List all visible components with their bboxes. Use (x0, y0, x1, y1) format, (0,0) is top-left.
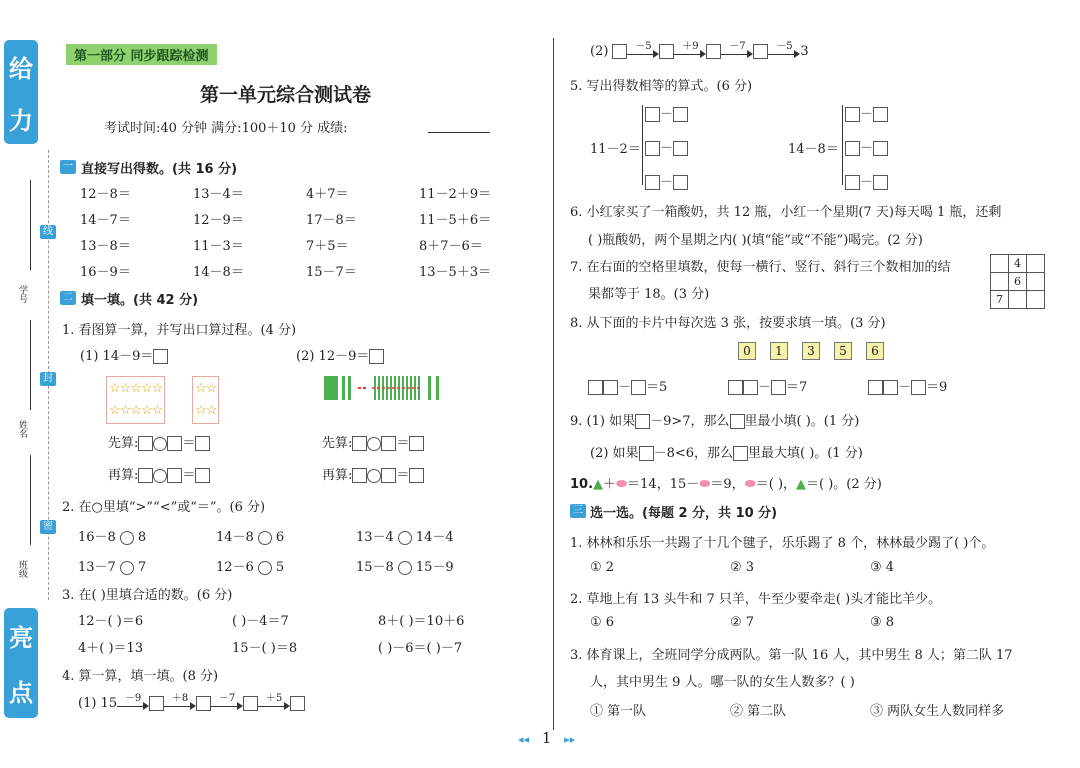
q10-text: ＋ (603, 477, 617, 492)
section-banner: 第一部分 同步跟踪检测 (66, 44, 217, 65)
question-title: 2. 草地上有 13 头牛和 7 只羊，牛至少要牵走( )头才能比羊少。 (570, 592, 942, 607)
q8-equation (588, 376, 667, 395)
calc-item: 14－7＝ (80, 213, 131, 228)
calc-item: 13－5＋3＝ (419, 265, 492, 280)
answer-box[interactable] (728, 380, 743, 395)
magic-cell[interactable]: 7 (990, 290, 1009, 309)
answer-box[interactable] (845, 141, 860, 156)
calc-item: 16－9＝ (80, 265, 131, 280)
option[interactable]: ① 6 (590, 615, 615, 630)
ellipse-icon: ⬬ (744, 477, 756, 492)
calc-first-label: 先算: (108, 436, 139, 451)
answer-box[interactable] (588, 380, 603, 395)
side-write-line (30, 455, 31, 545)
page-title: 第一单元综合测试卷 (200, 84, 372, 106)
side-tab-bottom (4, 608, 38, 718)
compare-circle[interactable] (398, 561, 412, 575)
fill-item: 15－( )＝8 (232, 641, 298, 656)
stick-icon (348, 376, 351, 400)
option[interactable]: ③ 4 (870, 560, 895, 575)
calc-item: 17－8＝ (306, 213, 357, 228)
compare-left: 13－7 (78, 560, 116, 575)
answer-box[interactable] (753, 44, 768, 59)
arrow-op: －7 (218, 692, 236, 704)
fill-item: 4＋( )＝13 (78, 641, 144, 656)
answer-box[interactable] (645, 175, 660, 190)
calc-then-label: 再算: (108, 468, 139, 483)
q9-line1 (570, 410, 859, 429)
minus-sign: － (860, 175, 874, 190)
operator-circle[interactable] (153, 437, 167, 451)
answer-box[interactable] (138, 436, 153, 451)
compare-circle[interactable] (398, 531, 412, 545)
compare-right: 7 (137, 560, 147, 575)
answer-box[interactable] (673, 107, 688, 122)
question-title: 8. 从下面的卡片中每次选 3 张，按要求填一填。(3 分) (570, 316, 886, 331)
arrow-op: －5 (635, 40, 652, 52)
compare-left: 16－8 (78, 530, 116, 545)
chain-part1 (78, 692, 305, 711)
arrow-icon (768, 40, 800, 59)
calc-item: 12－9＝ (193, 213, 244, 228)
sticks-icon (322, 373, 462, 403)
side-mark: 封 (40, 372, 56, 386)
q9-line2 (590, 442, 863, 461)
fill-item: 8＋( )＝10＋6 (378, 614, 465, 629)
answer-box[interactable] (883, 380, 898, 395)
star-group-a (106, 376, 165, 424)
magic-cell[interactable] (990, 272, 1009, 291)
arrow-op: ＋5 (265, 692, 283, 704)
q8-target: ＝7 (786, 380, 808, 395)
q1-part2-label: (2) 12－9＝ (296, 349, 370, 364)
arrow-icon (627, 40, 659, 59)
magic-cell[interactable] (1026, 272, 1045, 291)
arrow-icon (258, 692, 290, 711)
q6-line2: ( )瓶酸奶，两个星期之内( )(填“能”或“不能”)喝完。(2 分) (588, 233, 923, 248)
answer-box[interactable] (706, 44, 721, 59)
compare-right: 6 (275, 530, 285, 545)
q8-equation (868, 376, 947, 395)
arrow-icon (117, 692, 149, 711)
q3-line2: 人，其中男生 9 人。哪一队的女生人数多？( ) (590, 675, 855, 690)
q9-text: －9>7，那么 (650, 414, 730, 429)
compare-right: 5 (275, 560, 285, 575)
side-mark: 密 (40, 520, 56, 534)
q3-line1: 3. 体育课上，全班同学分成两队。第一队 16 人，其中男生 8 人；第二队 17 (570, 648, 1013, 663)
exam-meta: 考试时间:40 分钟 满分:100＋10 分 成绩: (104, 121, 348, 136)
answer-box[interactable] (743, 380, 758, 395)
option[interactable]: ② 7 (730, 615, 755, 630)
page-number: 1 (541, 729, 552, 747)
calc-item: 12－8＝ (80, 187, 131, 202)
arrow-icon (211, 692, 243, 711)
answer-box[interactable] (873, 107, 888, 122)
arrow-op: ＋9 (682, 40, 699, 52)
prev-page-icon[interactable]: ◂◂ (518, 733, 530, 746)
calc-item: 13－4＝ (193, 187, 244, 202)
calc-item: 13－8＝ (80, 239, 131, 254)
answer-box[interactable] (612, 44, 627, 59)
compare-circle[interactable] (258, 531, 272, 545)
calc-then-b: 再算: ＝ (322, 464, 424, 483)
side-tab-char: 给 (9, 54, 33, 83)
arrow-icon (674, 40, 706, 59)
q10-text: ＝( )。(2 分) (806, 477, 882, 492)
magic-cell[interactable] (990, 254, 1009, 273)
option[interactable]: ② 第二队 (730, 704, 787, 719)
q9-text: 里最小填( )。(1 分) (744, 414, 860, 429)
q9-text: 里最大填( )。(1 分) (748, 446, 863, 461)
answer-box[interactable] (352, 468, 367, 483)
ellipse-icon: ⬬ (699, 477, 711, 492)
q5-right-label: 14－8＝ (788, 142, 839, 157)
q10-text: ＝( )， (755, 477, 797, 492)
star-icon: ☆☆☆☆☆ (109, 403, 163, 418)
calc-item: 11－3＝ (193, 239, 244, 254)
magic-cell[interactable]: 6 (1008, 272, 1027, 291)
answer-box[interactable] (381, 436, 396, 451)
calc-then-a: 再算: ＝ (108, 464, 210, 483)
answer-box[interactable] (659, 44, 674, 59)
chain-start: (2) (590, 44, 609, 59)
answer-box[interactable] (167, 436, 182, 451)
minus-sign: － (898, 380, 912, 395)
compare-item (216, 526, 284, 545)
chain-part2 (590, 40, 809, 59)
answer-box[interactable] (911, 380, 926, 395)
q10-number: 10. (570, 477, 594, 492)
q6-line1: 6. 小红家买了一箱酸奶，共 12 瓶，小红一个星期(7 天)每天喝 1 瓶，还剩 (570, 205, 1002, 220)
side-write-line (30, 320, 31, 410)
q7-line2: 果都等于 18。(3 分) (588, 287, 710, 302)
compare-circle[interactable] (120, 561, 134, 575)
number-card: 6 (866, 342, 884, 360)
answer-box[interactable] (771, 380, 786, 395)
q9-text: －8<6，那么 (653, 446, 733, 461)
fill-item: 12－( )＝6 (78, 614, 144, 629)
q9-text: (2) 如果 (590, 446, 639, 461)
compare-circle[interactable] (120, 531, 134, 545)
question-title: 1. 看图算一算，并写出口算过程。(4 分) (62, 323, 297, 338)
calc-first-a: 先算: ＝ (108, 432, 210, 451)
q5-row (645, 103, 688, 122)
compare-left: 12－6 (216, 560, 254, 575)
section-number: 二 (60, 291, 76, 305)
minus-sign: － (758, 380, 772, 395)
calc-item: 14－8＝ (193, 265, 244, 280)
triangle-icon: ▲ (796, 477, 807, 492)
answer-box[interactable] (635, 414, 650, 429)
answer-box[interactable] (603, 380, 618, 395)
compare-circle[interactable] (258, 561, 272, 575)
answer-box[interactable] (845, 107, 860, 122)
answer-box[interactable] (149, 696, 164, 711)
score-line (428, 132, 490, 133)
magic-square (991, 255, 1045, 309)
calc-then-label: 再算: (322, 468, 353, 483)
option[interactable]: ③ 8 (870, 615, 895, 630)
q1-part2 (296, 345, 384, 364)
minus-sign: － (660, 107, 674, 122)
calc-item: 11－2＋9＝ (419, 187, 492, 202)
triangle-icon: ▲ (593, 477, 604, 492)
calc-first-label: 先算: (322, 436, 353, 451)
arrow-op: ＋8 (171, 692, 189, 704)
calc-item: 11－5＋6＝ (419, 213, 492, 228)
ellipse-icon: ⬬ (616, 477, 628, 492)
star-icon: ☆☆ (195, 403, 217, 418)
answer-box[interactable] (645, 107, 660, 122)
answer-box[interactable] (409, 468, 424, 483)
q8-target: ＝9 (926, 380, 948, 395)
compare-right: 15－9 (415, 560, 454, 575)
arrow-icon (721, 40, 753, 59)
compare-item (216, 556, 284, 575)
section-number: 一 (60, 160, 76, 174)
magic-cell[interactable] (1026, 290, 1045, 309)
option[interactable]: ① 2 (590, 560, 615, 575)
option[interactable]: ① 第一队 (590, 704, 647, 719)
calc-item: 15－7＝ (306, 265, 357, 280)
compare-item (78, 556, 146, 575)
side-tab-top (4, 40, 38, 144)
side-label-name: 姓名 (17, 420, 27, 438)
q5-left-label: 11－2＝ (590, 142, 641, 157)
q1-part1-label: (1) 14－9＝ (80, 349, 154, 364)
calc-first-b: 先算: ＝ (322, 432, 424, 451)
q5-row (645, 171, 688, 190)
compare-item (356, 526, 454, 545)
q9-text: 9. (1) 如果 (570, 414, 636, 429)
number-card: 1 (770, 342, 788, 360)
star-icon: ☆☆☆☆☆ (109, 381, 163, 396)
calc-item: 7＋5＝ (306, 239, 349, 254)
compare-item (78, 526, 146, 545)
answer-box[interactable] (645, 141, 660, 156)
minus-sign: － (860, 107, 874, 122)
option[interactable]: ③ 两队女生人数同样多 (870, 704, 1005, 719)
card-row (738, 342, 898, 360)
number-card: 5 (834, 342, 852, 360)
bracket-line (642, 105, 643, 185)
answer-box[interactable] (195, 468, 210, 483)
arrow-op: －7 (729, 40, 746, 52)
side-tab-char: 亮 (9, 624, 33, 652)
answer-box (730, 414, 745, 429)
compare-right: 14－4 (415, 530, 454, 545)
operator-circle[interactable] (153, 469, 167, 483)
option[interactable]: ② 3 (730, 560, 755, 575)
arrow-op: －5 (776, 40, 793, 52)
section-heading: 直接写出得数。(共 16 分) (81, 162, 238, 177)
section-heading: 选一选。(每题 2 分，共 10 分) (590, 506, 778, 521)
section-number: 三 (570, 504, 586, 518)
question-title: 1. 林林和乐乐一共踢了十几个毽子，乐乐踢了 8 个，林林最少踢了( )个。 (570, 536, 995, 551)
answer-box[interactable] (409, 436, 424, 451)
number-card: 0 (738, 342, 756, 360)
next-page-icon[interactable]: ▸▸ (564, 733, 576, 746)
q8-target: ＝5 (646, 380, 668, 395)
side-mark: 线 (40, 225, 56, 239)
question-title: 3. 在( )里填合适的数。(6 分) (62, 588, 233, 603)
minus-sign: － (660, 141, 674, 156)
calc-item: 8＋7－6＝ (419, 239, 483, 254)
answer-box[interactable] (845, 175, 860, 190)
stick-bundle-icon (324, 376, 338, 400)
q10-text: ＝9， (710, 477, 745, 492)
compare-item (356, 556, 454, 575)
minus-sign: － (660, 175, 674, 190)
minus-sign: － (618, 380, 632, 395)
magic-cell[interactable] (1008, 290, 1027, 309)
answer-box[interactable] (639, 446, 654, 461)
side-tab-char: 点 (9, 679, 33, 707)
bracket-line (842, 105, 843, 185)
answer-box (733, 446, 748, 461)
answer-box[interactable] (631, 380, 646, 395)
answer-box[interactable] (868, 380, 883, 395)
answer-box[interactable] (196, 696, 211, 711)
fill-item: ( )－4＝7 (232, 614, 289, 629)
arrow-icon (164, 692, 196, 711)
answer-box[interactable] (195, 436, 210, 451)
arrow-op: －9 (124, 692, 142, 704)
answer-box[interactable] (873, 175, 888, 190)
answer-box[interactable] (673, 175, 688, 190)
question-title: 5. 写出得数相等的算式。(6 分) (570, 79, 753, 94)
side-label-class: 班级 (17, 560, 27, 578)
magic-cell[interactable] (1026, 254, 1045, 273)
star-icon: ☆☆ (195, 381, 217, 396)
q8-equation (728, 376, 807, 395)
magic-cell[interactable]: 4 (1008, 254, 1027, 273)
answer-box[interactable] (243, 696, 258, 711)
answer-box[interactable] (138, 468, 153, 483)
q10-text: ＝14，15－ (627, 477, 700, 492)
section-heading: 填一填。(共 42 分) (81, 293, 199, 308)
side-write-line (30, 180, 31, 270)
q1-part1 (80, 345, 168, 364)
chain-end: 3 (800, 44, 809, 59)
compare-left: 15－8 (356, 560, 394, 575)
compare-left: 13－4 (356, 530, 394, 545)
minus-sign: － (860, 141, 874, 156)
compare-left: 14－8 (216, 530, 254, 545)
answer-box[interactable] (673, 141, 688, 156)
calc-item: 4＋7＝ (306, 187, 349, 202)
answer-box[interactable] (873, 141, 888, 156)
q5-row (845, 103, 888, 122)
q10-line (570, 473, 882, 492)
stick-icon (342, 376, 345, 400)
answer-box[interactable] (369, 349, 384, 364)
compare-right: 8 (137, 530, 147, 545)
number-card: 3 (802, 342, 820, 360)
q7-line1: 7. 在右面的空格里填数，使每一横行、竖行、斜行三个数相加的结 (570, 260, 951, 275)
question-title: 2. 在○里填“>”“<”或“＝”。(6 分) (62, 500, 266, 515)
q5-row (845, 171, 888, 190)
answer-box[interactable] (290, 696, 305, 711)
answer-box[interactable] (381, 468, 396, 483)
operator-circle[interactable] (367, 469, 381, 483)
chain-start: (1) 15 (78, 696, 118, 711)
fill-item: ( )－6＝( )－7 (378, 641, 463, 656)
page-footer (518, 729, 575, 747)
operator-circle[interactable] (367, 437, 381, 451)
answer-box[interactable] (167, 468, 182, 483)
side-tab-char: 力 (9, 106, 33, 135)
q5-row (845, 137, 888, 156)
column-divider (553, 38, 554, 730)
answer-box[interactable] (153, 349, 168, 364)
question-title: 4. 算一算，填一填。(8 分) (62, 669, 219, 684)
side-label-id: 学号 (17, 285, 27, 303)
answer-box[interactable] (352, 436, 367, 451)
q5-row (645, 137, 688, 156)
star-group-b (192, 376, 219, 424)
